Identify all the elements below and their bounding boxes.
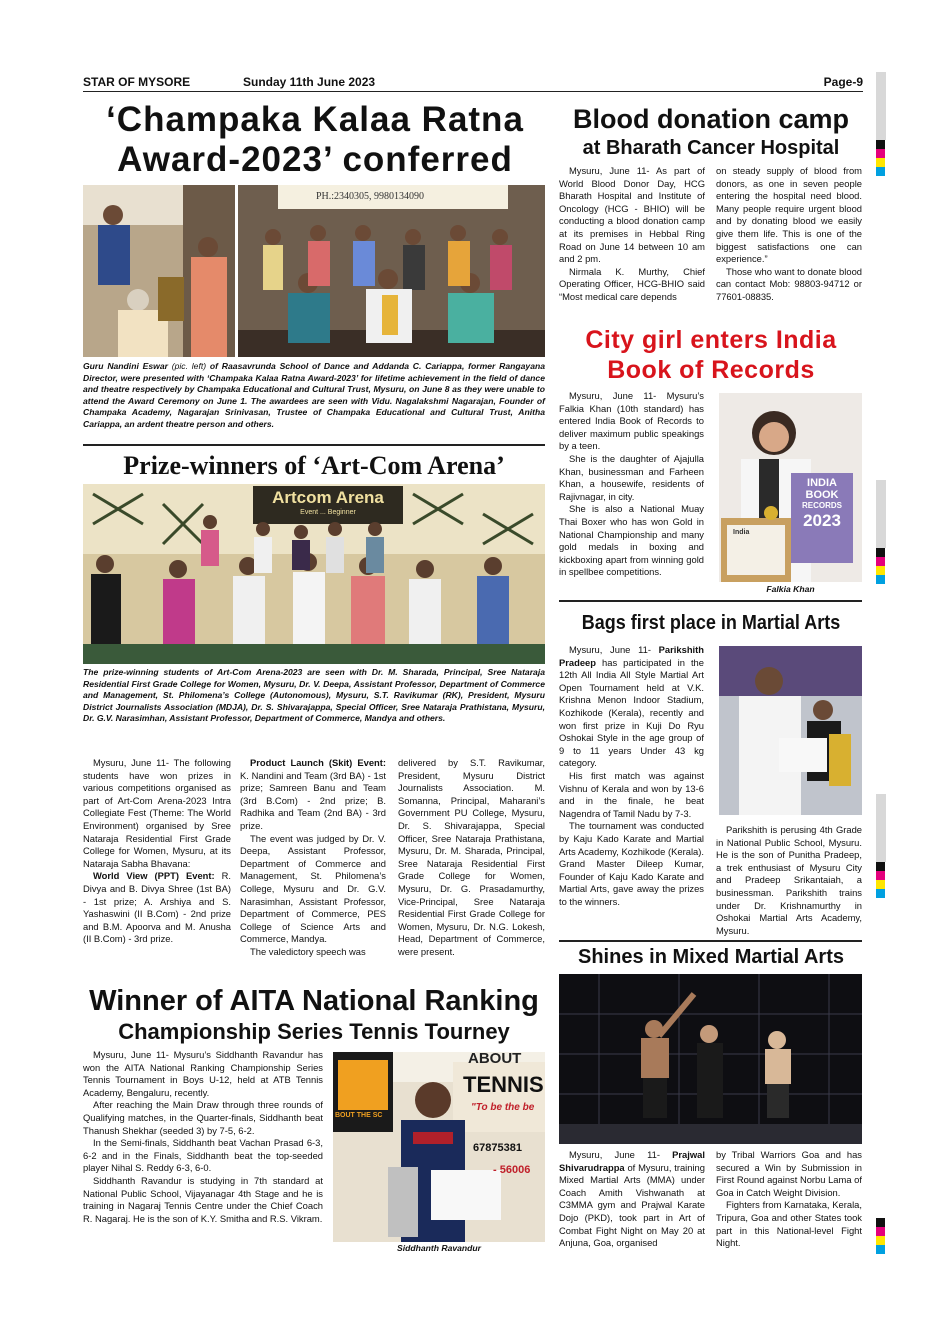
cmyk-swatch-low xyxy=(876,862,885,898)
tennis-photo-caption: Siddhanth Ravandur xyxy=(396,1243,482,1253)
tennis-p4: Siddhanth Ravandur is studying in 7th standard at National Public School, Vijayanagar 4th Stage and he is training in Nagaraj Tennis Centre under the Chief Coach R. Nagaraj. He is the son of K.Y. Smitha and R.S. Vikram. xyxy=(83,1174,323,1224)
artcom-col1-bold: World View (PPT) Event: xyxy=(93,870,215,882)
artcom-headline: Prize-winners of ‘Art-Com Arena’ xyxy=(123,451,505,480)
citygirl-p1: Mysuru, June 11- Mysuru’s Falkia Khan (10th standard) has entered India Book of Records to deliver maximum public speakings by a teen. xyxy=(559,390,704,452)
artcom-col2-p1 xyxy=(240,757,386,833)
cmyk-swatch-top xyxy=(876,140,885,176)
artcom-banner-sub: Event ... Beginner xyxy=(300,509,356,516)
paper-name: STAR OF MYSORE xyxy=(83,75,191,89)
artcom-col3-p1: delivered by S.T. Ravikumar, President, Mysuru District Journalists Association. M. Somanna, Principal, Maharani’s Government PU College, Mysuru, Dr. S. Shivarajappa, Special Officer, Sree Nataraja Prathistana, Mysuru, Dr. M. Sharada, Principal, Sree Nataraja Residential First Grade College for Women, Mysuru, Dr. G. Prasadamurthy, Vice-Principal, Sree Nataraja Residential First Grade College for Women, Mysuru, Dr. N.G. Lokesh, Head, Department of Commerce, were present. xyxy=(398,757,545,957)
blood-headline xyxy=(556,103,866,161)
tennis-p1: Mysuru, June 11- Mysuru’s Siddhanth Ravandur has won the AITA National Ranking Championship Series Tennis Tournament in Boys U-12, held at ATB Tennis Academy, Bengaluru, recently. xyxy=(83,1049,323,1098)
page-number: Page-9 xyxy=(823,75,863,89)
artcom-col1 xyxy=(83,757,231,946)
blood-col1 xyxy=(559,165,705,304)
artcom-col3 xyxy=(398,757,545,959)
citygirl-photo xyxy=(719,393,862,582)
citygirl-photo-caption: Falkia Khan xyxy=(766,584,815,594)
cmyk-swatch-mid xyxy=(876,548,885,584)
martial-body xyxy=(559,644,704,908)
mma-photo xyxy=(559,974,862,1144)
print-margin-bar-top xyxy=(876,72,886,140)
mma-p1-rest: of Mysuru, training Mixed Martial Arts (MMA) under Coach Amith Vishwanath at C3MMA gym and Prajwal Karate Dojo (PKD), took part in Art of Combat Fight Night on May 20 at Anjuna, Goa, organised xyxy=(559,1161,705,1249)
artcom-banner-title: Artcom Arena xyxy=(272,488,384,507)
artcom-col1-p1: Mysuru, June 11- The following students have won prizes in various competitions organised as part of Art-Com Arena-2023 Intra Collegiate Fest (Theme: The World Environment) organised by Sree Nataraja Residential First Grade College for Women, Mysuru, at its Nataraja Sabha Bhavana: xyxy=(83,757,231,869)
blood-col1-p1: Mysuru, June 11- As part of World Blood Donor Day, HCG Bharath Hospital and Institute of Oncology (HCG - BHIO) will be conducting a blood donation camp at its premises in Hebbal Ring Road on June 14 between 10 am and 2 pm. xyxy=(559,165,705,265)
issue-date: Sunday 11th June 2023 xyxy=(243,75,376,89)
tennis-p3: In the Semi-finals, Siddhanth beat Vachan Prasad 6-3, 6-2 and in the Finals, Siddhanth beat the top-seeded player Nihal S. Reddy 6-3, 6-0. xyxy=(83,1137,323,1174)
champaka-photo-left xyxy=(83,185,235,357)
martial-p4: Parikshith is perusing 4th Grade in National Public School, Mysuru. He is the son of Punitha Pradeep, a trek enthusiast of Mysuru City and Pradeep Srikantaiah, a businessman. Parikshith trains under Dr. Krishnamurthy in Oshokai Martial Arts Academy, Mysuru. xyxy=(716,824,862,936)
book-line4: 2023 xyxy=(803,511,841,530)
artcom-col2-p2: The event was judged by Dr. V. Deepa, Assistant Professor, Department of Commerce and Management, St. Philomena’s College, Mysuru and Dr. G.V. Narasimhan, Assistant Professor, Department of Commerce, PES College of Science Arts and Commerce, Mandya. xyxy=(240,832,386,945)
citygirl-book xyxy=(792,477,852,531)
martial-p1-bold: Parikshith Pradeep xyxy=(559,644,704,668)
citygirl-body xyxy=(559,390,704,579)
tennis-body xyxy=(83,1049,323,1225)
mma-p1-lead: Mysuru, June 11- xyxy=(569,1149,673,1160)
artcom-caption: The prize-winning students of Art-Com Arena-2023 are seen with Dr. M. Sharada, Principal, Sree Nataraja Residential First Grade College for Women, Mysuru, Dr. V. Deepa, Assistant Professor, Department of Commerce and Management, St. Philomena’s College (Autonomous), Mysuru, S.T. Ravikumar (RK), President, Mysuru District Journalists Association (MDJA), Dr. S. Shivarajappa, Special Officer, Sree Nataraja Prathistana, Mysuru, Dr. G.V. Narasimhan, Assistant Professor, Department of Commerce, Mandya and others. xyxy=(83,667,545,724)
mma-p3: Fighters from Karnataka, Kerala, Tripura, Goa and other States took part in this National-level Fight Night. xyxy=(716,1199,862,1249)
artcom-col1-p2 xyxy=(83,870,231,946)
citygirl-headline xyxy=(556,325,866,385)
blood-headline-line1: Blood donation camp xyxy=(573,104,849,134)
artcom-col2-p3: The valedictory speech was xyxy=(250,945,366,957)
artcom-banner xyxy=(253,488,403,518)
tennis-headline xyxy=(80,984,548,1046)
book-line2: BOOK xyxy=(805,489,839,501)
artcom-col2-text: K. Nandini and Team (3rd BA) - 1st prize; Samreen Banu and Team (3rd B.Com) - 2nd prize; B. Radhika and Team (2nd BA) - 3rd prize. xyxy=(240,769,386,831)
book-line3: RECORDS xyxy=(801,501,842,510)
print-margin-bar-mid xyxy=(876,480,886,548)
martial-headline: Bags first place in Martial Arts xyxy=(581,612,841,634)
champaka-photo-group xyxy=(238,185,545,357)
martial-p1 xyxy=(559,644,704,770)
blood-col1-p2: Nirmala K. Murthy, Chief Operating Officer, HCG-BHIO said “Most medical care depends xyxy=(559,265,705,302)
book-line1: INDIA xyxy=(807,477,837,489)
artcom-photo xyxy=(83,484,545,664)
cmyk-swatch-bottom xyxy=(876,1218,885,1254)
blood-col2-p1: on steady supply of blood from donors, as one in seven people entering the hospital need blood. Many people require urgent blood and by donating blood we easily give them life. This is one of the biggest satisfactions one can experience.” xyxy=(716,165,862,265)
blood-col2-p2: Those who want to donate blood can contact Mob: 98803-94712 or 77601-08835. xyxy=(716,265,862,302)
mma-col1 xyxy=(559,1149,705,1250)
print-margin-bar-low xyxy=(876,794,886,862)
martial-photo xyxy=(719,646,862,815)
champaka-caption-small: (pic. left) xyxy=(167,361,207,371)
tennis-banner-quote: "To be the be xyxy=(471,1102,535,1113)
divider xyxy=(559,940,862,942)
certificate-text: India xyxy=(733,529,750,536)
citygirl-headline-line2: Book of Records xyxy=(607,356,815,384)
tennis-banner-tennis: TENNIS xyxy=(463,1072,544,1097)
mma-headline: Shines in Mixed Martial Arts xyxy=(578,946,844,968)
artcom-col1-text: R. Divya and B. Divya Shree (1st BA) - 1st prize; A. Arshiya and S. Yashaswini (II B.Com) - 2nd prize and B.M. Apoorva and M. Anusha (II B.Com) - 3rd prize. xyxy=(83,870,231,945)
champaka-headline-line1: ‘Champaka Kalaa Ratna xyxy=(106,100,524,139)
artcom-col2 xyxy=(240,757,386,959)
mma-p2: by Tribal Warriors Goa and has secured a Win by Submission in First Round against Norbu Lama of Goa in Catch Weight Division. xyxy=(716,1149,862,1198)
mma-col2 xyxy=(716,1149,862,1250)
martial-p1-lead: Mysuru, June 11- xyxy=(569,644,659,655)
citygirl-headline-line1: City girl enters India xyxy=(585,326,837,354)
tennis-banner-about: ABOUT xyxy=(468,1052,522,1067)
divider xyxy=(83,444,545,446)
tennis-headline-line2: Championship Series Tennis Tourney xyxy=(118,1019,510,1044)
masthead xyxy=(83,74,863,92)
champaka-caption xyxy=(83,361,545,431)
tennis-banner-pin: - 56006 xyxy=(493,1164,531,1176)
martial-p1-rest: has participated in the 12th All India All Style Martial Art Open Tournament held at V.K. Krishna Menon Indoor Stadium, Kozhikode (Kerala), recently and won first prize in Kuji Do Ryu Oshokai Style in the age group of 9 to 11 years Under 43 kg category. xyxy=(559,656,704,769)
tennis-p2: After reaching the Main Draw through three rounds of Qualifying matches, in the Quarter-finals, Siddhanth beat Thanush Shekhar (seeded 3) by 7-5, 6-2. xyxy=(83,1099,323,1136)
blood-headline-line2: at Bharath Cancer Hospital xyxy=(582,137,840,159)
tennis-headline-line1: Winner of AITA National Ranking xyxy=(89,985,539,1017)
martial-p2: His first match was against Vishnu of Kerala and won by 13-6 and in the finale, he beat Nagendra of Tamil Nadu by 7-3. xyxy=(559,769,704,819)
champaka-headline-line2: Award-2023’ conferred xyxy=(117,140,513,179)
martial-p3: The tournament was conducted by Kaju Kado Karate and Martial Arts Academy, Kozhikode (Kerala). Grand Master Dileep Kumar, Founder of Kaju Kado Karate and Martial Arts, gave away the prizes to the winners. xyxy=(559,820,704,907)
champaka-caption-rest: of Raasavrunda School of Dance and Addanda C. Cariappa, former Rangayana Director, were presented with ‘Champaka Kalaa Ratna Award-2023’ for lifetime achievement in the field of dance and theatre respectively by Champaka Educational and Cultural Trust, Mysuru, on June 8 as they were unable to attend the Award Ceremony on June 1. The awardees are seen with Vidu. Nagalakshmi Nagarajan, Founder of Champaka Academy, Nagarajan Srinivasan, Trustee of Champaka Educational and Cultural Trust, Anitha Cariappa, an ardent theatre person and others. xyxy=(83,361,546,429)
citygirl-p2: She is the daughter of Ajajulla Khan, businessman and Farheen Khan, a housewife, residents of Rajivnagar, in city. xyxy=(559,452,704,502)
martial-body-right xyxy=(716,824,862,937)
champaka-caption-lead: Guru Nandini Eswar xyxy=(83,361,168,371)
artcom-col2-bold: Product Launch (Skit) Event: xyxy=(250,757,386,768)
mma-p1 xyxy=(559,1149,705,1250)
champaka-headline xyxy=(80,100,550,180)
tennis-photo xyxy=(333,1052,545,1242)
tennis-banner-phone: 67875381 xyxy=(473,1142,522,1154)
champaka-backdrop-text: PH.:2340305, 9980134090 xyxy=(316,191,425,202)
mma-p1-bold: Prajwal Shivarudrappa xyxy=(559,1149,705,1173)
tennis-banner-bout: BOUT THE SC xyxy=(335,1112,383,1119)
divider xyxy=(559,600,862,602)
citygirl-p3: She is also a National Muay Thai Boxer who has won Gold in National Championship and many gold medals in boxing and kickboxing apart from winning gold in spellbee competitions. xyxy=(559,503,704,578)
blood-col2 xyxy=(716,165,862,304)
